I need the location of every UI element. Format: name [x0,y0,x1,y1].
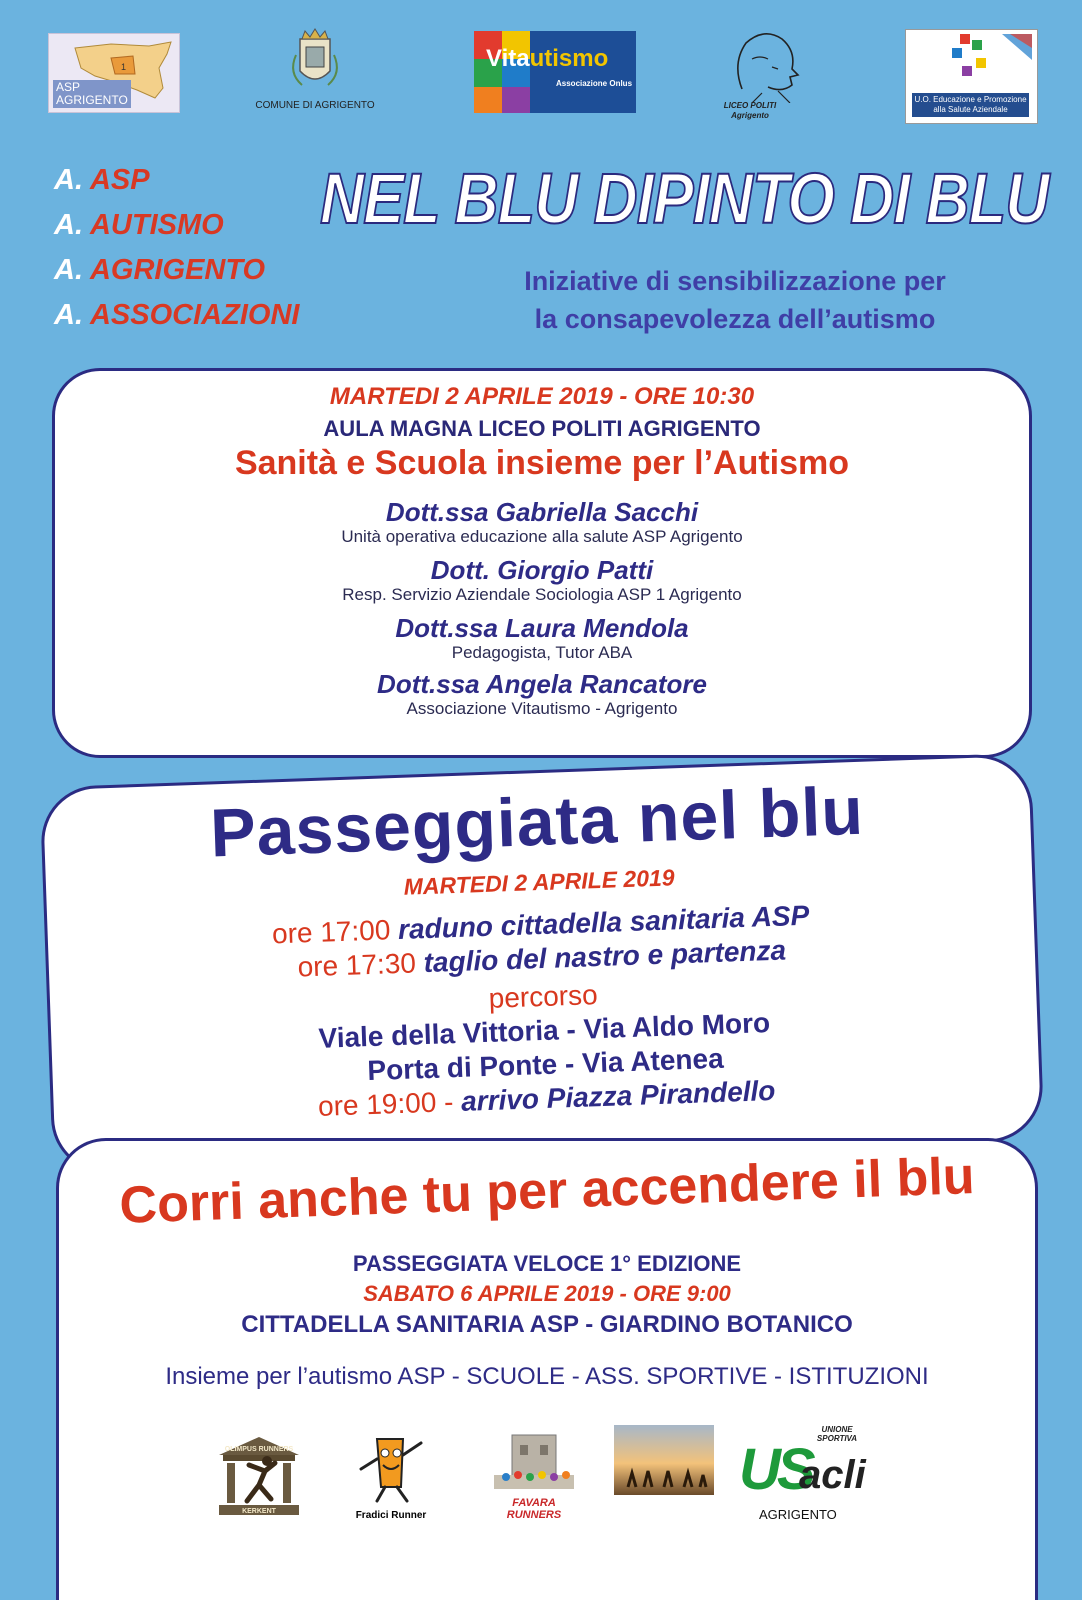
us-acli-acli: acli [799,1453,866,1497]
event2-date: MARTEDI 2 APRILE 2019 [403,864,675,900]
vitautismo-sub: Associazione Onlus [556,79,633,88]
comune-caption: COMUNE DI AGRIGENTO [255,100,375,111]
uo-caption-line-2: alla Salute Aziendale [933,105,1008,114]
speaker [55,497,1029,547]
speaker-role: Unità operativa educazione alla salute ASP Agrigento [341,527,743,546]
asp-logo-text [53,80,131,108]
runners-sunset-photo [614,1425,714,1523]
acronym-word: ASP [89,164,150,196]
acronym-word: ASSOCIAZIONI [89,299,300,331]
speaker [55,669,1029,719]
speaker-name: Dott. Giorgio Patti [430,555,654,585]
speaker-role: Resp. Servizio Aziendale Sociologia ASP 1 Agrigento [342,585,742,604]
olimpus-text: OLIMPUS RUNNERS [224,1446,294,1453]
event2-content [43,756,1042,1172]
event-panel-walk [40,753,1045,1175]
event-panel-run [56,1138,1038,1600]
schedule-time: ore 17:30 [297,947,417,983]
event3-date: SABATO 6 APRILE 2019 - ORE 9:00 [363,1281,731,1306]
ueps-mark-icon [906,30,1037,90]
acronym-item [54,203,299,248]
schedule-time: ore 19:00 - [317,1086,454,1122]
acronym-prefix: A. [54,164,83,196]
olimpus-runners-logo [209,1425,309,1523]
us-acli-city: AGRIGENTO [759,1507,837,1522]
favara-caption: FAVARA RUNNERS [506,1497,562,1521]
temple-runner-icon [209,1425,309,1523]
acronym-prefix: A. [54,209,83,241]
schedule-text: arrivo Piazza Pirandello [460,1074,776,1117]
acronym-prefix: A. [54,254,83,286]
asp-logo-line-1: ASP [56,80,81,94]
us-acli-top-text: UNIONE SPORTIVA [816,1425,858,1443]
vitautismo-wordmark [486,45,608,73]
event-panel-conference [52,368,1032,758]
speaker [55,613,1029,663]
schedule-text: taglio del nastro e partenza [423,934,787,979]
route-text: Porta di Ponte - Via Atenea [366,1042,725,1087]
acronym-item [54,248,299,293]
acronym-item [54,293,299,338]
speaker-role: Pedagogista, Tutor ABA [451,643,633,662]
acronym-prefix: A. [54,299,83,331]
event1-title: Sanità e Scuola insieme per l’Autismo [234,444,850,482]
acronym-word: AUTISMO [89,209,224,241]
speaker-name: Dott.ssa Angela Rancatore [377,669,707,699]
asp-logo-line-2: AGRIGENTO [56,93,128,107]
asp-agrigento-logo [48,33,180,113]
speaker [55,555,1029,605]
speaker-name: Dott.ssa Gabriella Sacchi [385,497,699,527]
us-acli-us: US [739,1437,812,1502]
portrait-sketch-icon [712,23,812,103]
event3-edition: PASSEGGIATA VELOCE 1° EDIZIONE [352,1251,742,1276]
map-number: 1 [121,62,127,72]
utismo-part: utismo [529,45,609,72]
event3-partners: Insieme per l’autismo ASP - SCUOLE - ASS. SPORTIVE - ISTITUZIONI [165,1363,929,1390]
liceo-caption-line-2: Agrigento [731,111,769,120]
poster-title: NEL BLU DIPINTO DI BLU [320,160,1049,239]
acronym-word: AGRIGENTO [89,254,266,286]
speaker-name: Dott.ssa Laura Mendola [395,613,689,643]
schedule-time: ore 17:00 [271,914,391,950]
olimpus-sub-text: KERKENT [242,1508,276,1515]
subtitle-line-2: la consapevolezza dell’autismo [534,304,936,334]
vita-part: Vita [486,45,530,72]
liceo-caption-line-1: LICEO POLITI [723,101,777,110]
acronym-item [54,158,299,203]
fradici-caption: Fradici Runner [355,1510,427,1521]
vitautismo-logo [474,31,636,113]
comune-agrigento-logo [240,25,390,115]
coat-of-arms-icon [240,25,390,97]
route-label: percorso [488,979,599,1014]
uo-caption-line-1: U.O. Educazione e Promozione [914,95,1027,104]
event3-venue: CITTADELLA SANITARIA ASP - GIARDINO BOTANICO [241,1311,853,1338]
route-text: Viale della Vittoria - Via Aldo Moro [318,1007,771,1054]
runner-cartoon-icon [341,1425,441,1505]
acronym-list [54,158,299,338]
liceo-politi-logo [712,23,812,128]
event1-date: MARTEDI 2 APRILE 2019 - ORE 10:30 [329,383,755,410]
subtitle-line-1: Iniziative di sensibilizzazione per [524,266,946,296]
favara-runners-logo [484,1425,584,1523]
event1-venue: AULA MAGNA LICEO POLITI AGRIGENTO [323,416,761,441]
poster-subtitle [470,262,1000,338]
uo-caption [912,93,1029,117]
castle-runners-icon [484,1425,584,1505]
sunset-runners-icon [614,1425,714,1495]
event2-title: Passeggiata nel blu [208,772,866,872]
us-acli-logo [739,1425,869,1523]
uo-educazione-logo [905,29,1038,124]
fradici-runner-logo [341,1425,441,1523]
liceo-caption [716,101,784,121]
schedule-text: raduno cittadella sanitaria ASP [397,899,810,945]
event3-title: Corri anche tu per accendere il blu [118,1147,976,1235]
speaker-role: Associazione Vitautismo - Agrigento [406,699,678,718]
